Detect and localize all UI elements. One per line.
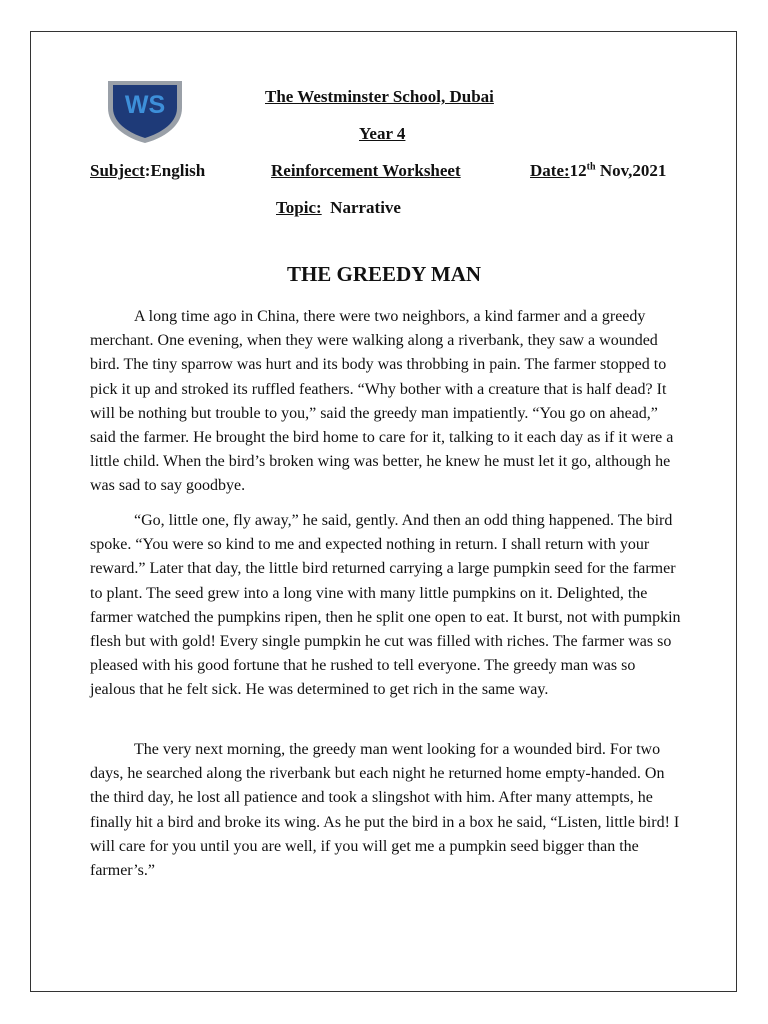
date-suffix: th xyxy=(586,161,596,173)
story-title: THE GREEDY MAN xyxy=(286,262,482,286)
topic-label: Topic: xyxy=(276,198,322,217)
topic xyxy=(276,198,401,218)
paragraph-text: The very next morning, the greedy man went looking for a wounded bird. For two days, he searched along the riverbank but each night he returned home empty-handed. On the third day, he lost all patience and took a slingshot with him. After many attempts, he finally hit a bird and broke its wing. As he put the bird in a box he said, “Listen, little bird! I will care for you until you are well, if you will get me a pumpkin seed bigger than the farmer’s.” xyxy=(90,741,680,880)
subject-label: Subject xyxy=(90,161,145,180)
date-label: Date: xyxy=(530,161,570,180)
worksheet-label: Reinforcement Worksheet xyxy=(271,161,461,180)
topic-value: Narrative xyxy=(330,198,401,217)
school-name: The Westminster School, Dubai xyxy=(265,87,494,106)
date-day: 12 xyxy=(569,161,587,180)
logo-text: WS xyxy=(124,91,166,119)
story-paragraph-3 xyxy=(90,738,682,883)
paragraph-text: A long time ago in China, there were two neighbors, a kind farmer and a greedy merchant. One evening, when they were walking along a riverbank, they saw a wounded bird. The tiny sparrow was hurt and its body was throbbing in pain. The farmer stopped to pick it up and stroked its ruffled feathers. “Why bother with a creature that is half dead? It will be nothing but trouble to you,” said the greedy man impatiently. “You go on ahead,” said the farmer. He brought the bird home to care for it, talking to it each day as if it were a little child. When the bird’s broken wing was better, he knew he must let it go, although he was sad to say goodbye. xyxy=(90,308,674,495)
date-rest: Nov,2021 xyxy=(595,161,667,180)
subject-value: :English xyxy=(144,161,206,180)
year-label: Year 4 xyxy=(359,124,406,143)
story-paragraph-2 xyxy=(90,509,682,703)
school-logo-shield-icon xyxy=(104,78,186,144)
paragraph-text: “Go, little one, fly away,” he said, gently. And then an odd thing happened. The bird spoke. “You were so kind to me and expected nothing in return. I shall return with your reward.” Later that day, the little bird returned carrying a large pumpkin seed for the farmer to plant. The seed grew into a long vine with many little pumpkins on it. Delighted, the farmer watched the pumpkins ripen, then he split one open to eat. It burst, not with pumpkin flesh but with gold! Every single pumpkin he cut was filled with riches. The farmer was so pleased with his good fortune that he rushed to tell everyone. The greedy man was so jealous that he felt sick. He was determined to get rich in the same way. xyxy=(90,512,681,699)
subject xyxy=(90,161,205,181)
story-paragraph-1 xyxy=(90,305,682,499)
date xyxy=(530,161,666,181)
